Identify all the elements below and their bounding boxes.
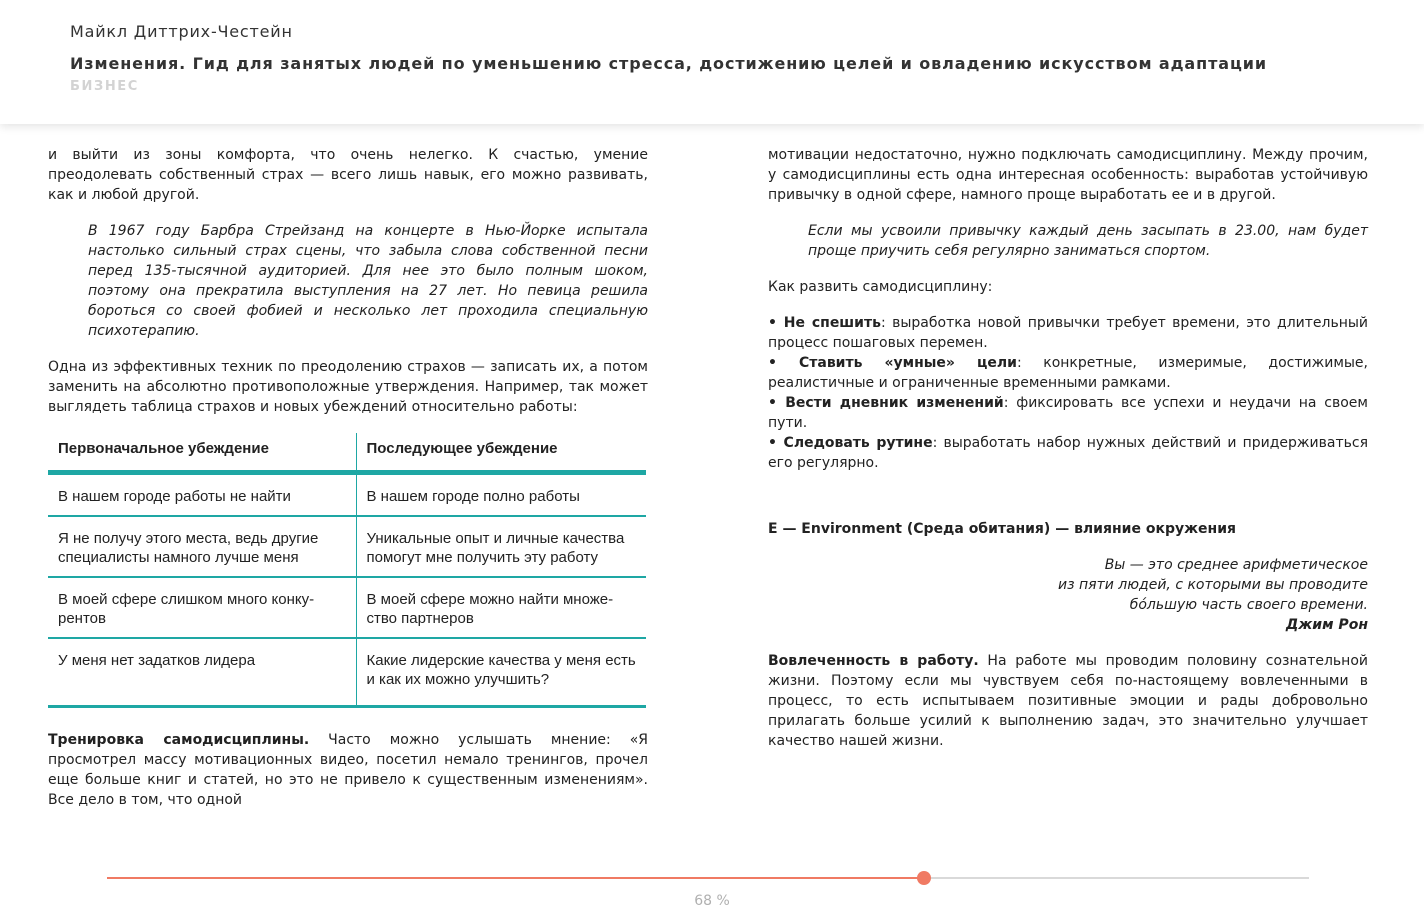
list-item-text: : фиксировать все успехи и неудачи на своем пути. — [768, 395, 1368, 431]
paragraph-text: Часто можно услышать мнение: «Я просмотрел массу мотивационных видео, посетил немало тренингов, прочел еще больше книг и статей, но это не привело к существенным изменениям». Все дело в том, что одной — [48, 732, 649, 808]
reading-progress-track[interactable] — [107, 877, 1309, 879]
reader-header — [0, 0, 1424, 124]
quote: Если мы усвоили привычку каждый день засыпать в 23.00, нам будет проще приучить себя регулярно заниматься спортом. — [808, 223, 1368, 259]
list-item — [768, 313, 1368, 353]
bullet-mark: • — [768, 355, 777, 371]
list-item — [768, 433, 1368, 473]
table-cell: Какие лидерские качества у меня есть и как их можно улучшить? — [356, 638, 646, 707]
list-item-lead: Вести дневник изменений — [785, 395, 1004, 411]
table-cell: У меня нет задатков лидера — [48, 638, 356, 707]
table-header-row — [48, 433, 646, 473]
reading-progress-label: 68 % — [694, 893, 730, 909]
list-item-lead: Следовать рутине — [783, 435, 933, 451]
paragraph-lead: Вовлеченность в работу. — [768, 653, 979, 669]
paragraph: Одна из эффективных техник по преодолению страхов — записать их, а потом заменить на абсолютно противоположные утверждения. Например, так может выглядеть таблица страхов и новых убеждений относительно работы: — [48, 359, 648, 415]
epigraph-line: бóльшую часть своего времени. — [1129, 597, 1368, 613]
table-row — [48, 516, 646, 577]
table-header-cell: Последующее убеждение — [356, 433, 646, 473]
paragraph-lead: Тренировка самодисциплины. — [48, 732, 310, 748]
paragraph: и выйти из зоны комфорта, что очень нелегко. К счастью, умение преодолевать собственный страх — всего лишь навык, его можно развивать, как и любой другой. — [48, 147, 648, 203]
list-item-text: : конкретные, измеримые, достижимые, реалистичные и ограниченные временными рамками. — [768, 355, 1368, 391]
section-heading: E — Environment (Среда обитания) — влияние окружения — [768, 521, 1237, 537]
table-row — [48, 638, 646, 707]
page-right — [768, 145, 1368, 751]
book-category: БИЗНЕС — [70, 79, 139, 94]
paragraph — [48, 730, 648, 810]
bullet-list — [768, 313, 1368, 473]
epigraph-line: из пяти людей, с которыми вы проводите — [1058, 577, 1368, 593]
table-row — [48, 577, 646, 638]
epigraph-line: Вы — это среднее арифметическое — [1104, 557, 1368, 573]
list-item — [768, 393, 1368, 433]
paragraph-text: На работе мы проводим половину сознательной жизни. Поэтому если мы чувствуем себя по-настоящему вовлеченными в процесс, то есть испытываем позитивные эмоции и рады добровольно прилагать больше усилий к выполнению задач, это значительно улучшает качество нашей жизни. — [768, 653, 1368, 749]
epigraph — [768, 555, 1368, 635]
list-item-text: : выработать набор нужных действий и придерживаться его регулярно. — [768, 435, 1368, 471]
beliefs-table — [48, 433, 646, 708]
book-author: Майкл Диттрих-Честейн — [70, 22, 293, 41]
bullet-mark: • — [768, 315, 777, 331]
epigraph-author: Джим Рон — [1285, 617, 1368, 633]
book-title: Изменения. Гид для занятых людей по уменьшению стресса, достижению целей и овладению искусством адаптации — [70, 54, 1267, 73]
list-item-lead: Не спешить — [783, 315, 881, 331]
table-header-cell: Первоначальное убеждение — [48, 433, 356, 473]
bullet-mark: • — [768, 435, 777, 451]
paragraph: мотивации недостаточно, нужно подключать самодисциплину. Между прочим, у самодисциплины есть одна интересная особенность: выработав устойчивую привычку в одной сфере, намного проще выработать ее и в другой. — [768, 147, 1368, 203]
bullet-mark: • — [768, 395, 777, 411]
table-cell: В нашем городе полно работы — [356, 473, 646, 517]
reading-progress-handle[interactable] — [917, 871, 931, 885]
table-cell: Уникальные опыт и личные качества помогут мне получить эту работу — [356, 516, 646, 577]
quote: В 1967 году Барбра Стрейзанд на концерте в Нью-Йорке испытала настолько сильный страх сцены, что забыла слова собственной песни перед 135-тысячной аудиторией. Для нее это было полным шоком, поэтому она прекратила выступления на 27 лет. Но певица решила бороться со своей фобией и несколько лет проходила специальную психотерапию. — [88, 223, 648, 339]
table-cell: В моей сфере слишком много конку-рентов — [48, 577, 356, 638]
list-item-lead: Ставить «умные» цели — [798, 355, 1017, 371]
reading-progress-fill — [107, 877, 924, 879]
table-cell: В моей сфере можно найти множе-ство партнеров — [356, 577, 646, 638]
table-cell: В нашем городе работы не найти — [48, 473, 356, 517]
list-item — [768, 353, 1368, 393]
page-left — [48, 145, 648, 810]
table-cell: Я не получу этого места, ведь другие специалисты намного лучше меня — [48, 516, 356, 577]
table-row — [48, 473, 646, 517]
paragraph: Как развить самодисциплину: — [768, 279, 993, 295]
paragraph — [768, 651, 1368, 751]
list-item-text: : выработка новой привычки требует времени, это длительный процесс пошаговых перемен. — [768, 315, 1369, 351]
